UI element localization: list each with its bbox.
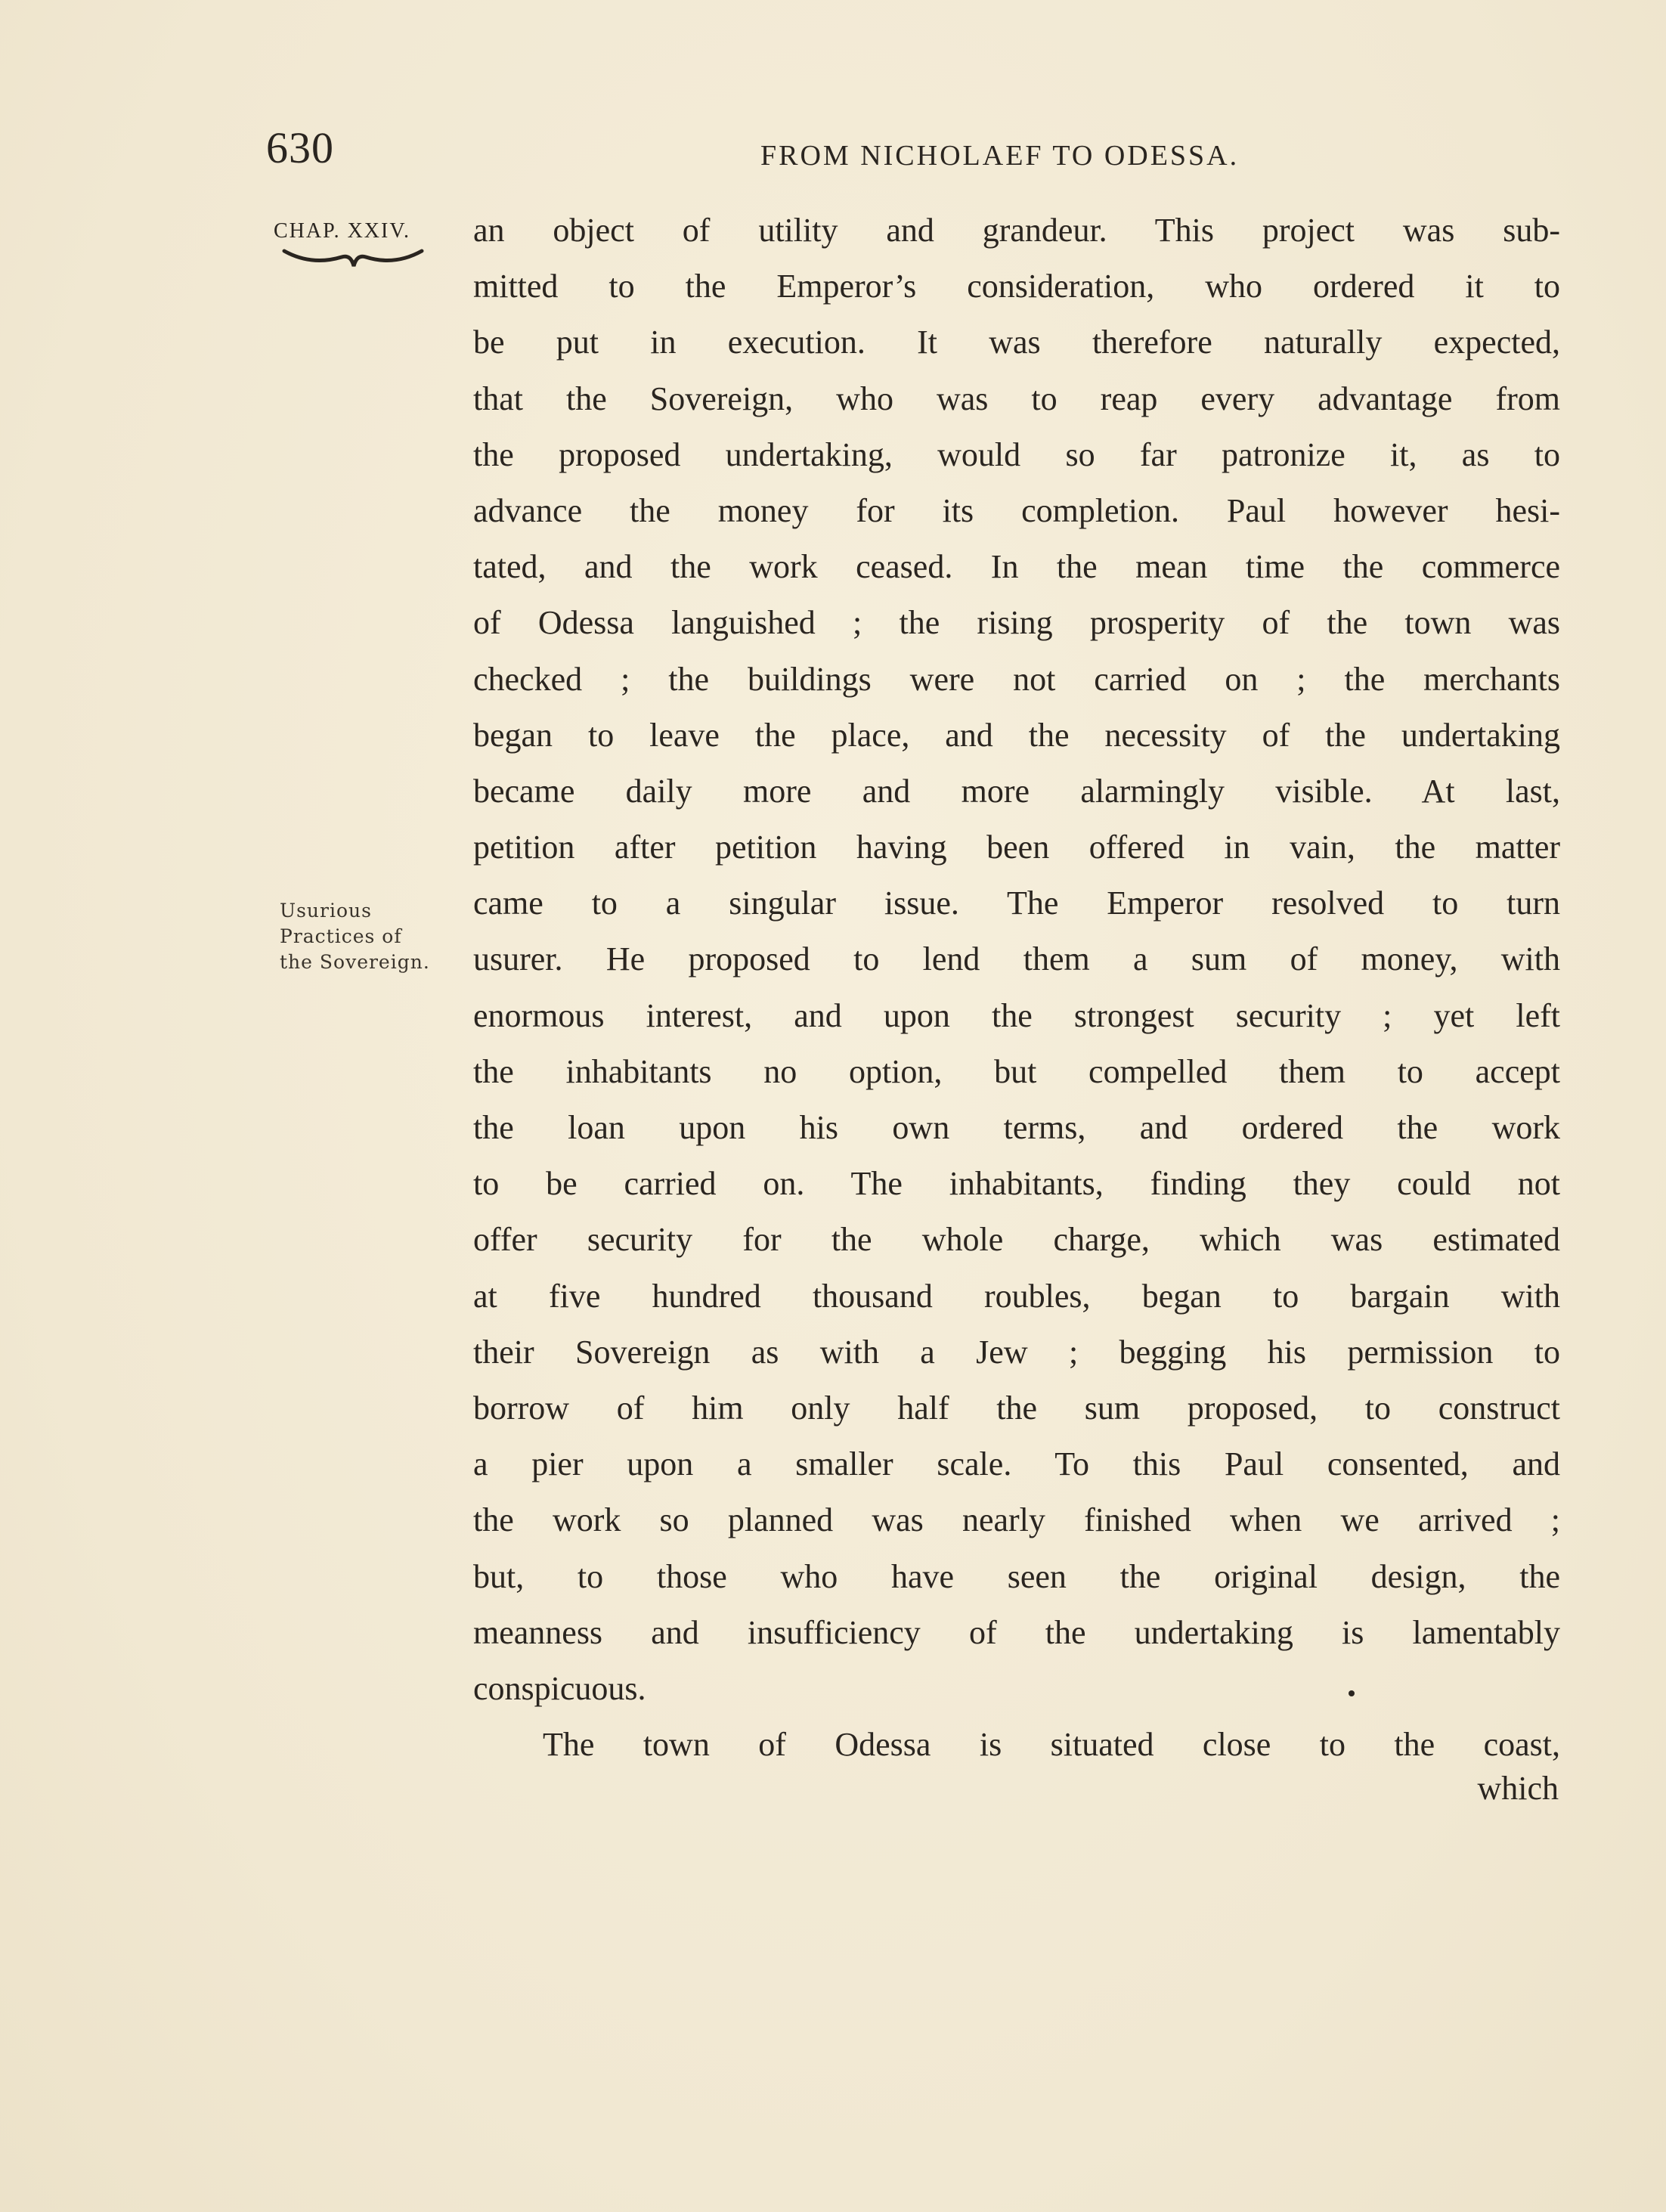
text-line: a pier upon a smaller scale. To this Paul consented, and [473, 1445, 1560, 1483]
text-line: came to a singular issue. The Emperor resolved to turn [473, 884, 1560, 922]
text-line: meanness and insufficiency of the undertaking is lamentably [473, 1613, 1560, 1651]
side-note-line: the Sovereign. [280, 951, 430, 973]
text-line: borrow of him only half the sum proposed, to construct [473, 1389, 1560, 1427]
text-line: enormous interest, and upon the strongest security ; yet left [473, 996, 1560, 1034]
text-line: the inhabitants no option, but compelled them to accept [473, 1052, 1560, 1090]
text-line: checked ; the buildings were not carried on ; the merchants [473, 660, 1560, 698]
text-line: conspicuous. [473, 1669, 646, 1707]
catchword: which [1477, 1770, 1559, 1807]
side-note-line: Practices of [280, 925, 402, 947]
page-number: 630 [266, 123, 334, 172]
text-line: offer security for the whole charge, which was estimated [473, 1221, 1560, 1259]
text-line: tated, and the work ceased. In the mean time the commerce [473, 548, 1560, 586]
text-line: be put in execution. It was therefore naturally expected, [473, 324, 1560, 361]
chapter-brace-ornament [281, 246, 425, 272]
text-line: advance the money for its completion. Paul however hesi- [473, 491, 1560, 529]
text-line: that the Sovereign, who was to reap every advantage from [473, 380, 1560, 417]
text-line: mitted to the Emperor’s consideration, who ordered it to [473, 268, 1560, 305]
text-line: the loan upon his own terms, and ordered the work [473, 1109, 1560, 1146]
text-line: the proposed undertaking, would so far patronize it, as to [473, 435, 1560, 473]
ink-speck [1349, 1690, 1355, 1696]
text-line: their Sovereign as with a Jew ; begging his permission to [473, 1333, 1560, 1371]
text-line: the work so planned was nearly finished when we arrived ; [473, 1501, 1560, 1539]
text-line: began to leave the place, and the necessity of the undertaking [473, 716, 1560, 754]
paragraph-opening-line: The town of Odessa is situated close to the coast, [543, 1726, 1560, 1764]
margin-side-note [280, 898, 430, 975]
body-text [473, 203, 1560, 1773]
text-line: an object of utility and grandeur. This project was sub- [473, 212, 1560, 249]
running-title: FROM NICHOLAEF TO ODESSA. [760, 140, 1240, 172]
text-line: at five hundred thousand roubles, began to bargain with [473, 1277, 1560, 1315]
text-line: petition after petition having been offered in vain, the matter [473, 829, 1560, 866]
text-line: of Odessa languished ; the rising prosperity of the town was [473, 604, 1560, 642]
side-note-line: Usurious [280, 900, 372, 922]
text-line: but, to those who have seen the original design, the [473, 1557, 1560, 1595]
text-line: usurer. He proposed to lend them a sum of money, with [473, 940, 1560, 978]
chapter-label: CHAP. XXIV. [274, 219, 410, 243]
text-line: to be carried on. The inhabitants, finding they could not [473, 1165, 1560, 1203]
text-line: became daily more and more alarmingly visible. At last, [473, 772, 1560, 810]
